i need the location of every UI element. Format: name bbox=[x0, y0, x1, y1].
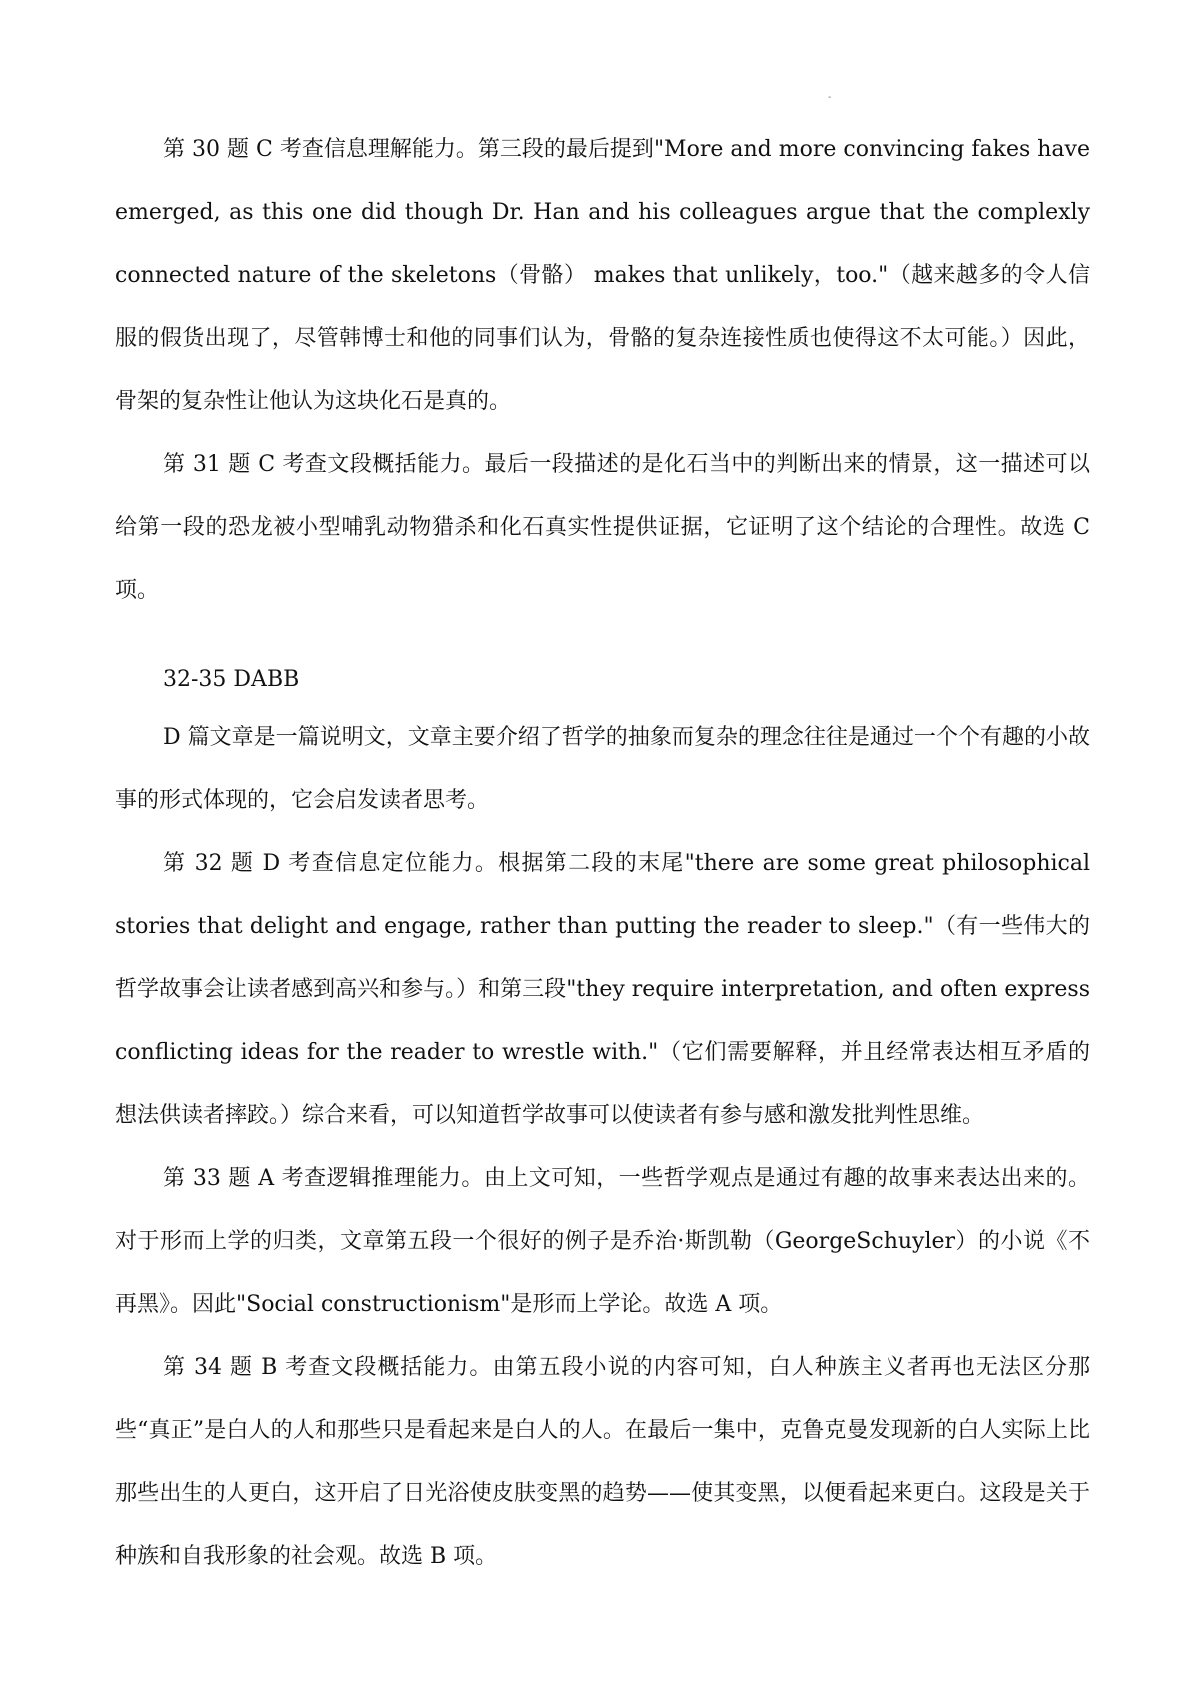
paragraph-q32: 第 32 题 D 考查信息定位能力。根据第二段的末尾"there are some great philosophical stories that delight and engage, rather than putting the reader to sleep."（有一些伟大的哲学故事会让读者感到高兴和参与。）和第三段"they require interpretation, and often express conflicting ideas for the reader to wrestle with."（它们需要解释，并且经常表达相互矛盾的想法供读者摔跤。）综合来看，可以知道哲学故事可以使读者有参与感和激发批判性思维。 bbox=[115, 851, 1090, 1128]
paragraph-q31: 第 31 题 C 考查文段概括能力。最后一段描述的是化石当中的判断出来的情景，这一描述可以给第一段的恐龙被小型哺乳动物猎杀和化石真实性提供证据，它证明了这个结论的合理性。故选 C 项。 bbox=[115, 452, 1090, 603]
paragraph-passage-d-intro: D 篇文章是一篇说明文，文章主要介绍了哲学的抽象而复杂的理念往往是通过一个个有趣的小故事的形式体现的，它会启发读者思考。 bbox=[115, 725, 1090, 813]
page-mark: - bbox=[828, 92, 832, 103]
paragraph-q33: 第 33 题 A 考查逻辑推理能力。由上文可知，一些哲学观点是通过有趣的故事来表达出来的。对于形而上学的归类，文章第五段一个很好的例子是乔治·斯凯勒（GeorgeSchuyler）的小说《不再黑》。因此"Social constructionism"是形而上学论。故选 A 项。 bbox=[115, 1166, 1090, 1317]
section-gap bbox=[115, 622, 1090, 654]
answer-key: 32-35 DABB bbox=[163, 667, 300, 692]
paragraph-q34: 第 34 题 B 考查文段概括能力。由第五段小说的内容可知，白人种族主义者再也无法区分那些“真正”是白人的人和那些只是看起来是白人的人。在最后一集中，克鲁克曼发现新的白人实际上比那些出生的人更白，这开启了日光浴使皮肤变黑的趋势——使其变黑，以便看起来更白。这段是关于种族和自我形象的社会观。故选 B 项。 bbox=[115, 1355, 1090, 1569]
paragraph-q30: 第 30 题 C 考查信息理解能力。第三段的最后提到"More and more convincing fakes have emerged, as this one did though Dr. Han and his colleagues argue that the complexly connected nature of the skeletons（骨骼） makes that unlikely，too."（越来越多的令人信服的假货出现了，尽管韩博士和他的同事们认为，骨骼的复杂连接性质也使得这不太可能。）因此，骨架的复杂性让他认为这块化石是真的。 bbox=[115, 137, 1090, 414]
document-body bbox=[115, 118, 1090, 1588]
